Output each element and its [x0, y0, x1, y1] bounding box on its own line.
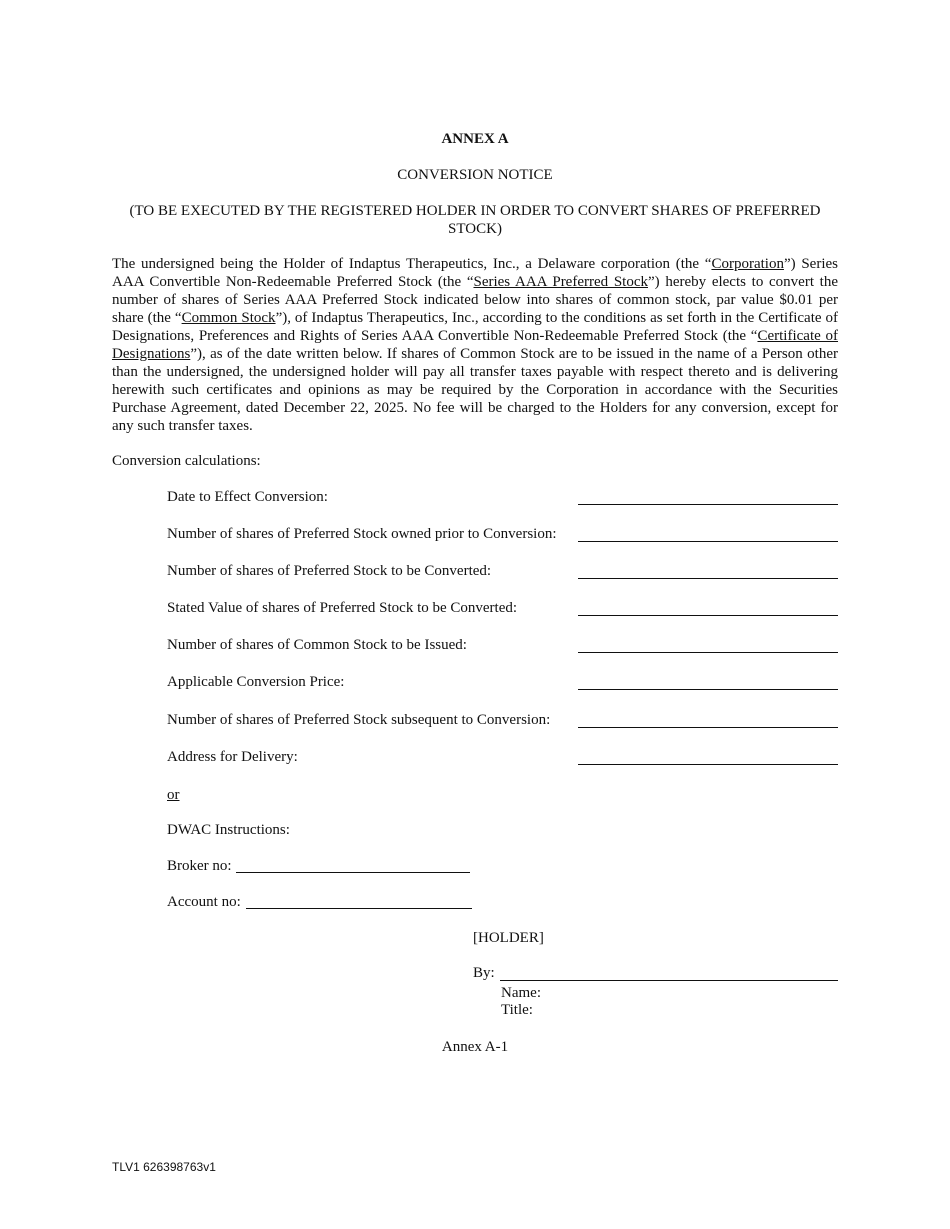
paragraph-text: ”) Series AAA Convertible Non-Redeemable Preferred Stock (the “	[112, 256, 838, 290]
shares-to-convert-label: Number of shares of Preferred Stock to be Converted:	[167, 563, 492, 579]
page-number: Annex A-1	[441, 1039, 509, 1055]
stated-value-field[interactable]	[578, 615, 838, 616]
dwac-instructions-label: DWAC Instructions:	[167, 822, 290, 838]
conversion-price-field[interactable]	[578, 689, 838, 690]
notice-title: CONVERSION NOTICE	[397, 167, 553, 183]
conversion-price-label: Applicable Conversion Price:	[167, 674, 345, 690]
stated-value-label: Stated Value of shares of Preferred Stock to be Converted:	[167, 600, 518, 616]
account-no-field[interactable]	[246, 908, 472, 909]
paragraph-text: ”), of Indaptus Therapeutics, Inc., according to the conditions as set forth in the Certificate of Designations, Preferences and Rights of Series AAA Convertible Non-Redeemable Preferred Stock (the “	[112, 310, 838, 344]
or-separator: or	[167, 787, 180, 803]
defined-term-common-stock: Common Stock	[181, 310, 276, 326]
paragraph-text: The undersigned being the Holder of Indaptus Therapeutics, Inc., a Delaware corporation (the “	[112, 256, 712, 272]
delivery-address-label: Address for Delivery:	[167, 749, 298, 765]
paragraph-text: ”), as of the date written below. If shares of Common Stock are to be issued in the name of a Person other than the undersigned, the undersigned holder will pay all transfer taxes payable with respect thereto and is delivering herewith such certificates and opinions as may be required by the Corporation in accordance with the Securities Purchase Agreement, dated December 22, 2025. No fee will be charged to the Holders for any conversion, except for any such transfer taxes.	[112, 346, 838, 434]
conversion-election-paragraph	[112, 255, 838, 435]
broker-no-field[interactable]	[236, 872, 470, 873]
signature-line[interactable]	[500, 980, 838, 981]
common-shares-issued-label: Number of shares of Common Stock to be Issued:	[167, 637, 467, 653]
shares-owned-prior-field[interactable]	[578, 541, 838, 542]
signature-by-label: By:	[473, 965, 495, 981]
document-id: TLV1 626398763v1	[112, 1160, 216, 1174]
paragraph-text: ”) hereby elects to convert the number of shares of Series AAA Preferred Stock indicated below into shares of common stock, par value $0.01 per share (the “	[112, 274, 838, 326]
date-to-effect-field[interactable]	[578, 504, 838, 505]
shares-subsequent-field[interactable]	[578, 727, 838, 728]
holder-placeholder: [HOLDER]	[473, 930, 544, 946]
annex-title: ANNEX A	[441, 131, 509, 147]
shares-subsequent-label: Number of shares of Preferred Stock subsequent to Conversion:	[167, 712, 551, 728]
delivery-address-field[interactable]	[578, 764, 838, 765]
defined-term-corporation: Corporation	[711, 256, 784, 272]
common-shares-issued-field[interactable]	[578, 652, 838, 653]
date-to-effect-label: Date to Effect Conversion:	[167, 489, 328, 505]
broker-no-label: Broker no:	[167, 858, 232, 874]
calculations-heading: Conversion calculations:	[112, 453, 261, 469]
signatory-name-label: Name:	[501, 985, 541, 1001]
shares-to-convert-field[interactable]	[578, 578, 838, 579]
account-no-label: Account no:	[167, 894, 241, 910]
signatory-title-label: Title:	[501, 1002, 533, 1018]
defined-term-preferred-stock: Series AAA Preferred Stock	[473, 274, 648, 290]
execution-instruction: (TO BE EXECUTED BY THE REGISTERED HOLDER IN ORDER TO CONVERT SHARES OF PREFERRED STOCK)	[129, 203, 821, 237]
defined-term-certificate: Certificate of Designations	[112, 328, 839, 362]
shares-owned-prior-label: Number of shares of Preferred Stock owned prior to Conversion:	[167, 526, 557, 542]
